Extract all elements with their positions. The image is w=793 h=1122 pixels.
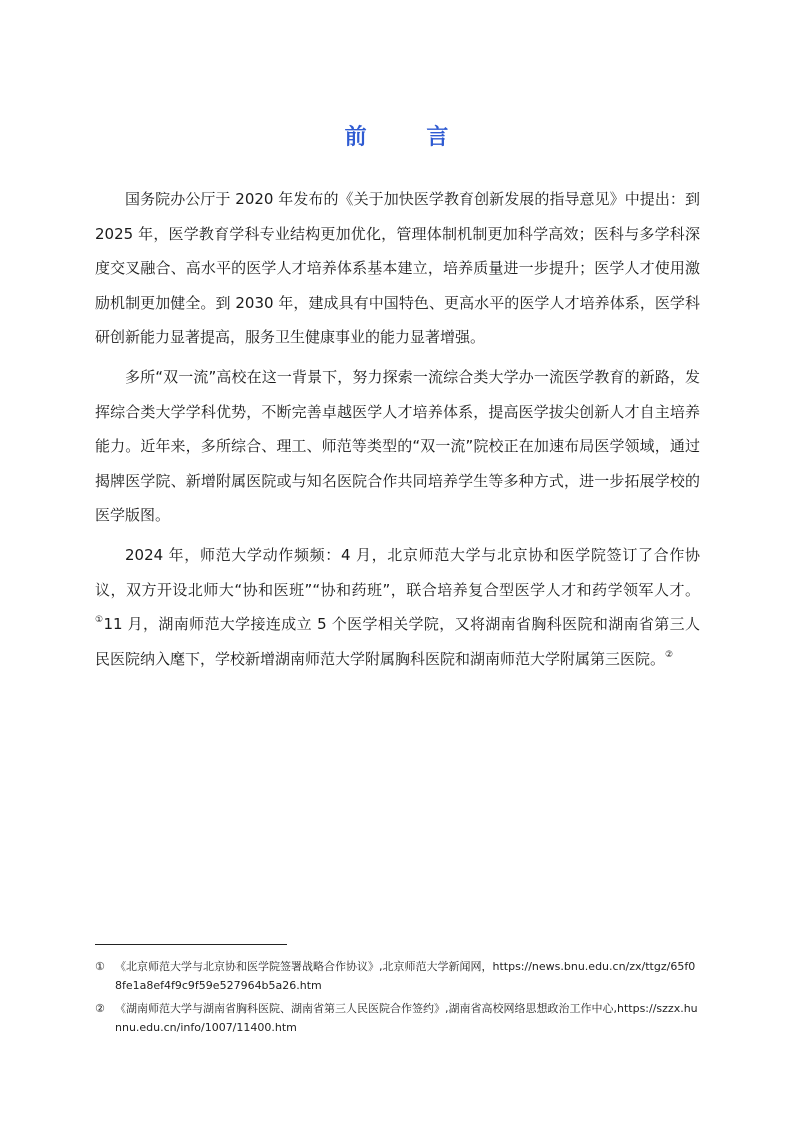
- footnote-divider: [95, 944, 287, 945]
- footnote-2: [95, 999, 700, 1037]
- paragraph-3-part-1: 2024 年，师范大学动作频频：4 月，北京师范大学与北京协和医学院签订了合作协议，双方开设北师大“协和医班”“协和药班”，联合培养复合型医学人才和药学领军人才。: [95, 545, 700, 599]
- footnote-ref-1[interactable]: ①: [95, 615, 104, 626]
- paragraph-1: 国务院办公厅于 2020 年发布的《关于加快医学教育创新发展的指导意见》中提出：到 2025 年，医学教育学科专业结构更加优化，管理体制机制更加科学高效；医科与多学科深度交叉融合、高水平的医学人才培养体系基本建立，培养质量进一步提升；医学人才使用激励机制更加健全。到 2030 年，建成具有中国特色、更高水平的医学人才培养体系，医学科研创新能力显著提高，服务卫生健康事业的能力显著增强。: [95, 190, 700, 347]
- footnote-2-text[interactable]: 《湖南师范大学与湖南省胸科医院、湖南省第三人民医院合作签约》,湖南省高校网络思想政治工作中心,https://szzx.hunnu.edu.cn/info/1007/11400.htm: [115, 1002, 698, 1034]
- paragraph-3: [95, 538, 700, 676]
- footnote-1-text[interactable]: 《北京师范大学与北京协和医学院签署战略合作协议》,北京师范大学新闻网，https://news.bnu.edu.cn/zx/ttgz/65f08fe1a8ef4f9c9f59e527964b5a26.htm: [115, 960, 696, 992]
- footnotes: [95, 957, 700, 1041]
- footnote-1: [95, 957, 700, 995]
- footnote-ref-2[interactable]: ②: [665, 649, 674, 660]
- body-text: [95, 182, 700, 681]
- footnote-2-mark: ②: [95, 1002, 105, 1015]
- page-title: 前 言: [344, 125, 475, 150]
- paragraph-3-part-2: 11 月，湖南师范大学接连成立 5 个医学相关学院，又将湖南省胸科医院和湖南省第三人民医院纳入麾下，学校新增湖南师范大学附属胸科医院和湖南师范大学附属第三医院。: [95, 615, 700, 668]
- paragraph-2: 多所“双一流”高校在这一背景下，努力探索一流综合类大学办一流医学教育的新路，发挥综合类大学学科优势，不断完善卓越医学人才培养体系，提高医学拔尖创新人才自主培养能力。近年来，多所综合、理工、师范等类型的“双一流”院校正在加速布局医学领域，通过揭牌医学院、新增附属医院或与知名医院合作共同培养学生等多种方式，进一步拓展学校的医学版图。: [95, 367, 700, 525]
- footnote-1-mark: ①: [95, 960, 105, 973]
